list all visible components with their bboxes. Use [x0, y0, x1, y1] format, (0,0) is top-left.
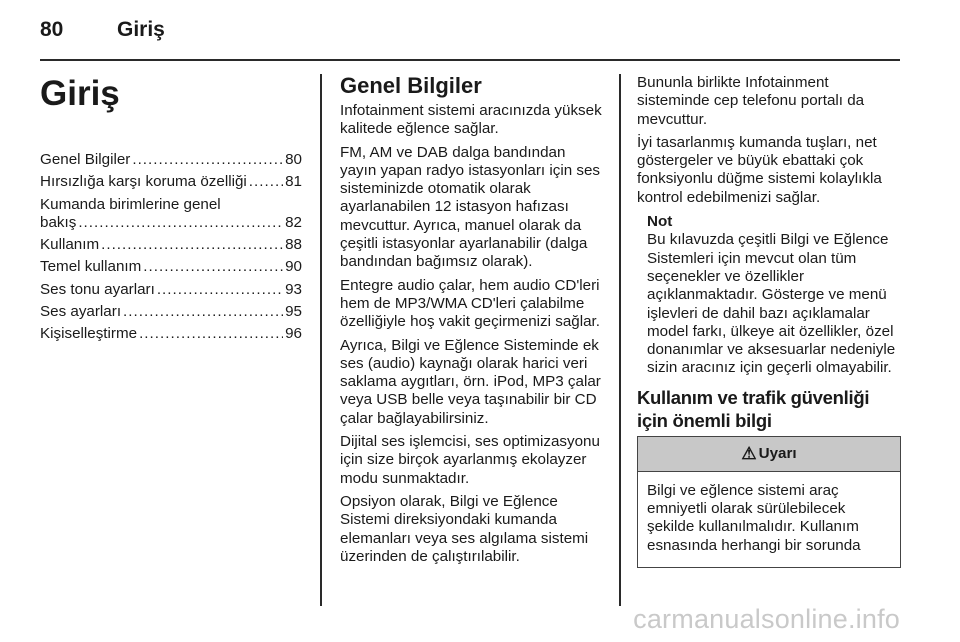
warning-header	[638, 437, 900, 472]
toc-entry[interactable]	[40, 281, 302, 299]
note-text: Bu kılavuzda çeşitli Bilgi ve Eğlence Sistemleri için mevcut olan tüm seçenekler ve özellikler açıklanmaktadır. Gösterge ve menü işlevleri de dahil bazı açıklamalar model farkı, ülkeye ait özellikler, özel donanımlar ve aksesuarlar nedeniyle sizin aracınız için geçerli olmayabilir.	[647, 231, 896, 377]
toc-leader	[78, 214, 283, 232]
running-title: Giriş	[117, 18, 165, 41]
toc-entry-page: 96	[285, 325, 302, 343]
general-info-column	[340, 74, 604, 571]
toc-leader	[157, 281, 283, 299]
toc-entry-title: Kullanım	[40, 236, 100, 254]
column-divider-left	[320, 74, 322, 606]
paragraph: İyi tasarlanmış kumanda tuşları, net göstergeler ve büyük ebattaki çok fonksiyonlu düğme sistemi kolaylıkla kontrol edebilmenizi sağlar.	[637, 133, 882, 206]
toc-entry-page: 88	[285, 236, 302, 254]
table-of-contents	[40, 151, 302, 344]
note-title: Not	[647, 213, 673, 231]
toc-entry[interactable]	[40, 303, 302, 321]
toc-entry-page: 93	[285, 280, 302, 298]
toc-entry-page: 80	[285, 151, 302, 168]
toc-entry-page: 95	[285, 303, 302, 321]
warning-text: Bilgi ve eğlence sistemi araç emniyetli olarak sürülebilecek şekilde kullanılmalıdır. Kullanım esnasında herhangi bir sorunda	[647, 481, 861, 554]
toc-leader	[123, 303, 283, 321]
toc-entry-title: Ses tonu ayarları	[40, 280, 155, 298]
toc-entry[interactable]	[40, 151, 302, 169]
toc-entry[interactable]	[40, 196, 302, 233]
toc-leader	[139, 325, 283, 343]
toc-entry-page: 81	[285, 173, 302, 191]
paragraph: Ayrıca, Bilgi ve Eğlence Sisteminde ek ses (audio) kaynağı olarak harici veri saklama aygıtları, örn. iPod, MP3 çalar veya USB belle veya taşınabilir bir CD çalar bağlayabilirsiniz.	[340, 336, 601, 427]
warning-triangle-icon: ⚠	[741, 443, 757, 463]
chapter-title: Giriş	[40, 74, 120, 113]
toc-column	[40, 74, 302, 348]
warning-title: Uyarı	[758, 444, 797, 462]
toc-entry-page: 82	[285, 213, 302, 231]
toc-leader	[101, 236, 283, 254]
toc-entry[interactable]	[40, 258, 302, 276]
warning-box	[637, 436, 901, 568]
toc-entry[interactable]	[40, 325, 302, 343]
paragraph: Entegre audio çalar, hem audio CD'leri hem de MP3/WMA CD'leri çalabilme özelliğiyle hoş vakit geçirmenizi sağlar.	[340, 276, 600, 331]
toc-entry-page: 90	[285, 258, 302, 276]
paragraph: Infotainment sistemi aracınızda yüksek kalitede eğlence sağlar.	[340, 102, 602, 138]
toc-entry-title-line1: Kumanda birimlerine genel	[40, 195, 221, 213]
section-heading: Genel Bilgiler	[340, 73, 482, 98]
toc-entry[interactable]	[40, 173, 302, 191]
toc-entry-title: Temel kullanım	[40, 258, 142, 276]
paragraph: FM, AM ve DAB dalga bandından yayın yapan radyo istasyonları için ses sisteminizde otomatik olarak ayarlanabilen 12 istasyon hafızası mevcuttur. Ayrıca, manuel olarak da çeşitli istasyonlar ayarlanabilir (dalga bandından bağımsız olarak).	[340, 143, 601, 271]
toc-entry-title: Genel Bilgiler	[40, 151, 131, 168]
toc-entry-title: Ses ayarları	[40, 303, 122, 321]
toc-entry[interactable]	[40, 236, 302, 254]
toc-leader	[249, 173, 283, 191]
right-column	[637, 74, 901, 568]
note-block	[637, 213, 901, 378]
toc-leader	[143, 258, 283, 276]
paragraph: Opsiyon olarak, Bilgi ve Eğlence Sistemi direksiyondaki kumanda elemanları veya ses algılama sistemi üzerinden de çalıştırılabilir.	[340, 492, 589, 565]
watermark: carmanualsonline.info	[633, 604, 900, 634]
paragraph: Dijital ses işlemcisi, ses optimizasyonu için size birçok ayarlanmış ekolayzer modu sunmaktadır.	[340, 433, 600, 487]
subsection-heading: Kullanım ve trafik güvenliği için önemli bilgi	[637, 386, 870, 431]
toc-leader	[132, 151, 283, 169]
column-divider-right	[619, 74, 621, 606]
toc-entry-title: Kişiselleştirme	[40, 325, 138, 343]
toc-entry-title: bakış	[40, 213, 77, 231]
toc-entry-title: Hırsızlığa karşı koruma özelliği	[40, 173, 247, 191]
paragraph: Bununla birlikte Infotainment sisteminde cep telefonu portalı da mevcuttur.	[637, 74, 865, 128]
page-number: 80	[40, 18, 64, 41]
header-rule	[40, 59, 900, 61]
